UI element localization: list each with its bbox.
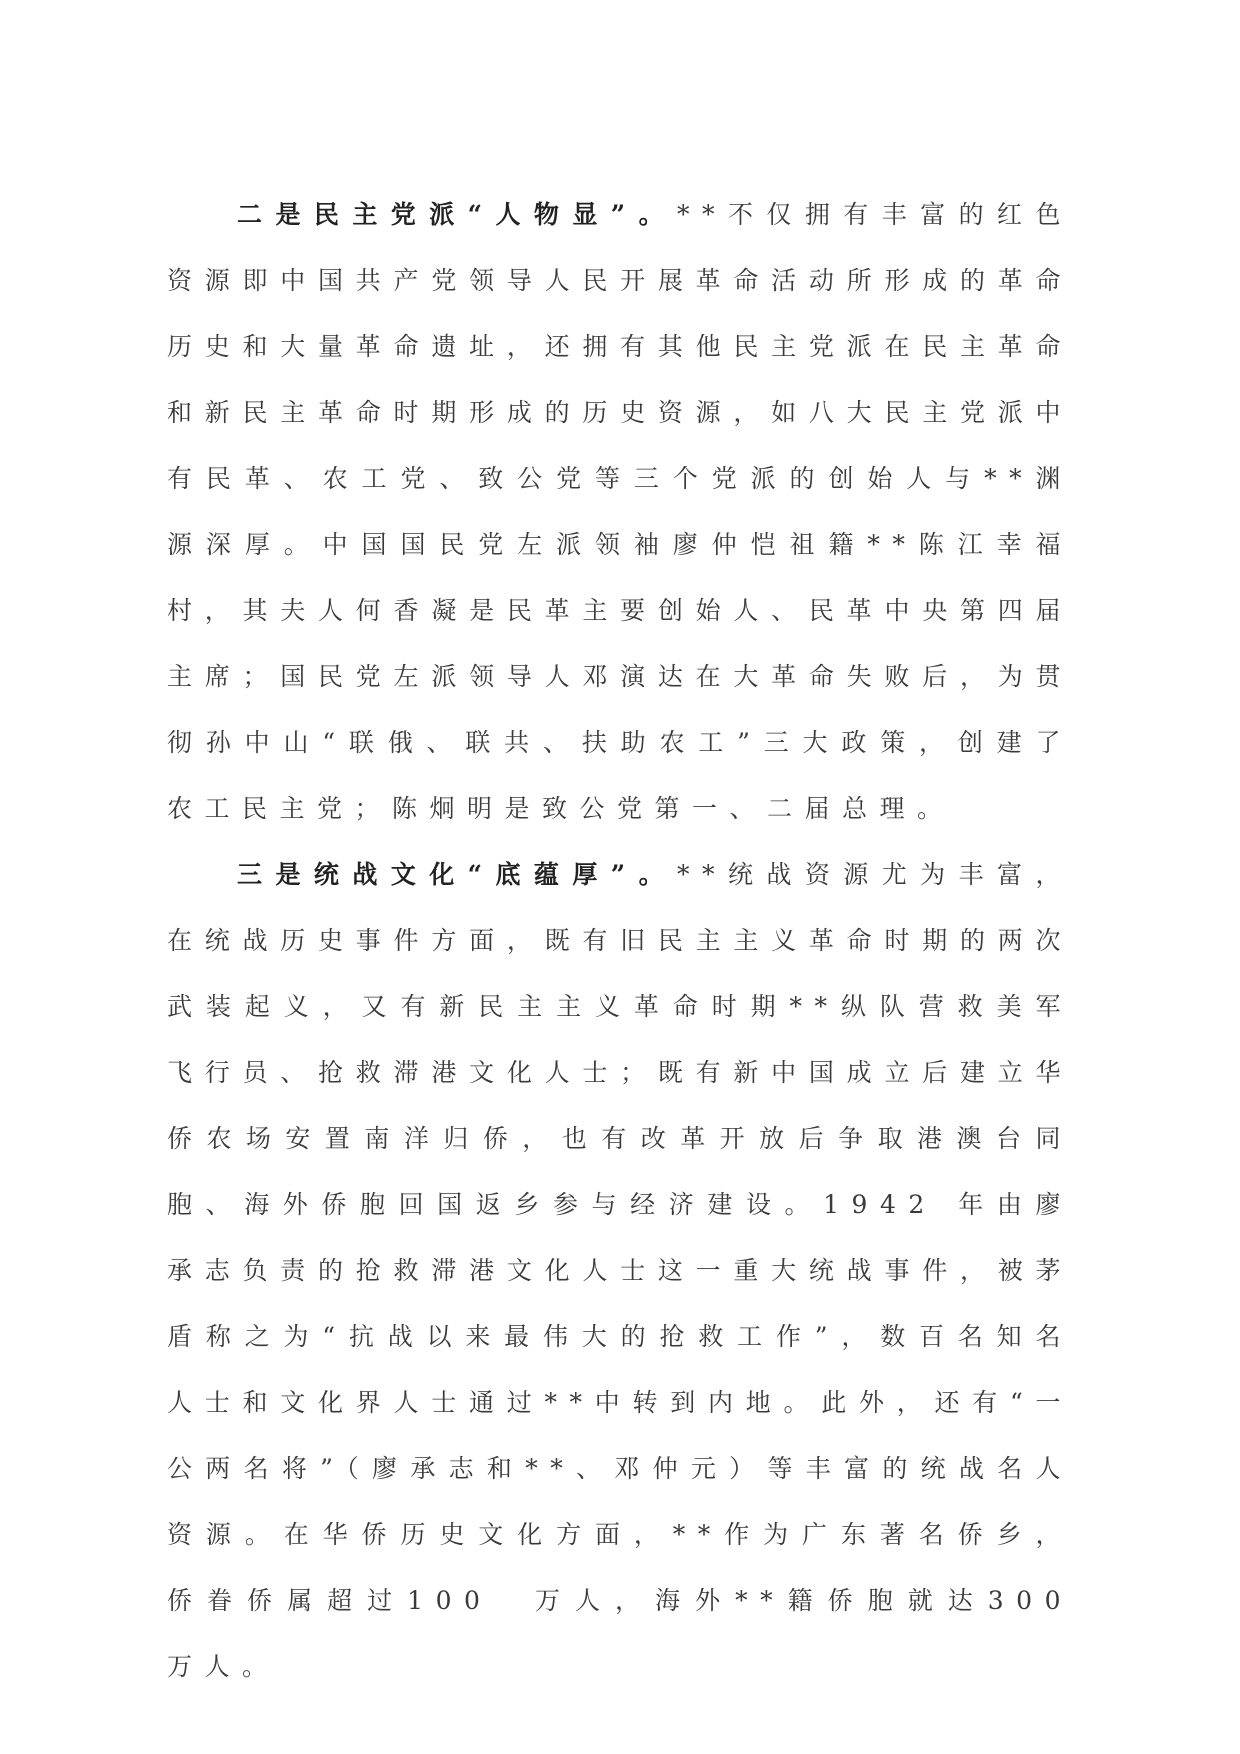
- paragraph-lead-heading: 三是统战文化“底蕴厚”。: [237, 860, 678, 889]
- document-body: [167, 182, 1111, 1700]
- paragraph-democratic-parties: [167, 182, 1073, 842]
- paragraph-text: **不仅拥有丰富的红色资源即中国共产党领导人民开展革命活动所形成的革命历史和大量革命遗址，还拥有其他民主党派在民主革命和新民主革命时期形成的历史资源，如八大民主党派中有民革、农工党、致公党等三个党派的创始人与**渊源深厚。中国国民党左派领袖廖仲恺祖籍**陈江幸福村，其夫人何香凝是民革主要创始人、民革中央第四届主席；国民党左派领导人邓演达在大革命失败后，为贯彻孙中山“联俄、联共、扶助农工”三大政策，创建了农工民主党；陈炯明是致公党第一、二届总理。: [167, 200, 1073, 823]
- paragraph-united-front-culture: [167, 842, 1111, 1700]
- paragraph-text: **统战资源尤为丰富，在统战历史事件方面，既有旧民主主义革命时期的两次武装起义，又有新民主主义革命时期**纵队营救美军飞行员、抢救滞港文化人士；既有新中国成立后建立华侨农场安置南洋归侨，也有改革开放后争取港澳台同胞、海外侨胞回国返乡参与经济建设。1942 年由廖承志负责的抢救滞港文化人士这一重大统战事件，被茅盾称之为“抗战以来最伟大的抢救工作”，数百名知名人士和文化界人士通过**中转到内地。此外，还有“一公两名将”（廖承志和**、邓仲元）等丰富的统战名人资源。在华侨历史文化方面，**作为广东著名侨乡，侨眷侨属超过100 万人，海外**籍侨胞就达300 万人。: [167, 860, 1111, 1681]
- paragraph-lead-heading: 二是民主党派“人物显”。: [237, 200, 678, 229]
